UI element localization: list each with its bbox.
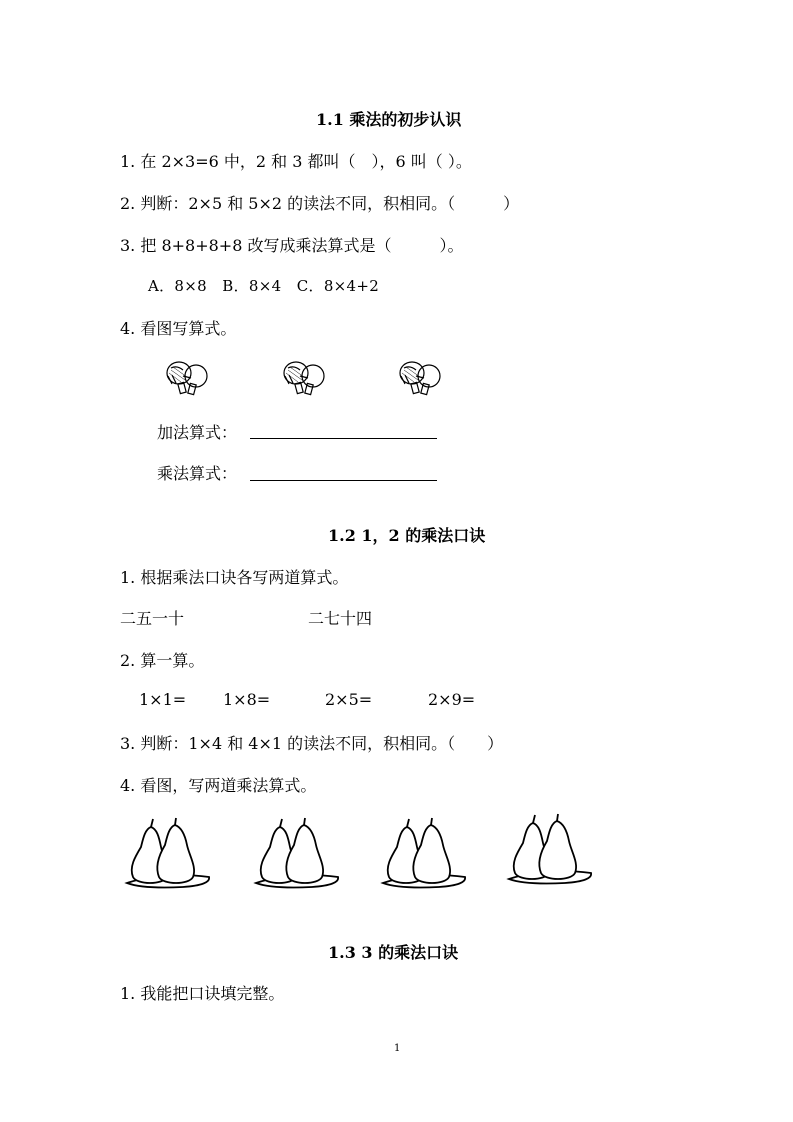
question-1-1-3-options: A．8×8 B．8×4 C．8×4+2 <box>148 277 380 295</box>
calc-item: 2×9= <box>428 690 476 709</box>
pear-pair-icon <box>252 815 342 890</box>
ping-pong-paddles-icon <box>280 358 330 398</box>
addition-formula-label: 加法算式： <box>157 423 238 442</box>
pear-pair-icon <box>505 811 595 886</box>
addition-formula-blank[interactable] <box>250 438 437 439</box>
page-number: 1 <box>394 1043 401 1054</box>
rhyme-b: 二七十四 <box>308 609 373 628</box>
question-1-1-3: 3. 把 8+8+8+8 改写成乘法算式是（ ）。 <box>120 236 464 255</box>
ping-pong-paddles-icon <box>163 358 213 398</box>
question-1-2-1: 1. 根据乘法口诀各写两道算式。 <box>120 568 349 587</box>
pear-pair-icon <box>123 815 213 890</box>
calc-item: 1×8= <box>223 690 271 709</box>
multiplication-formula-blank[interactable] <box>250 480 437 481</box>
question-1-3-1: 1. 我能把口诀填完整。 <box>120 984 285 1003</box>
section-1-1-title: 1.1 乘法的初步认识 <box>316 110 462 129</box>
question-1-2-2: 2. 算一算。 <box>120 651 205 670</box>
question-1-1-2: 2. 判断：2×5 和 5×2 的读法不同，积相同。（ ） <box>120 194 520 213</box>
rhyme-a: 二五一十 <box>120 609 185 628</box>
question-1-2-4: 4. 看图，写两道乘法算式。 <box>120 776 317 795</box>
calc-item: 2×5= <box>325 690 373 709</box>
section-1-3-title: 1.3 3 的乘法口诀 <box>328 943 459 962</box>
multiplication-formula-label: 乘法算式： <box>157 464 238 483</box>
section-1-2-title: 1.2 1，2 的乘法口诀 <box>328 526 486 545</box>
pear-pair-icon <box>379 815 469 890</box>
question-1-1-4: 4. 看图写算式。 <box>120 319 237 338</box>
ping-pong-paddles-icon <box>396 358 446 398</box>
question-1-2-3: 3. 判断：1×4 和 4×1 的读法不同，积相同。（ ） <box>120 734 504 753</box>
calc-item: 1×1= <box>139 690 187 709</box>
question-1-1-1: 1. 在 2×3=6 中，2 和 3 都叫（ ），6 叫（ ）。 <box>120 152 472 171</box>
